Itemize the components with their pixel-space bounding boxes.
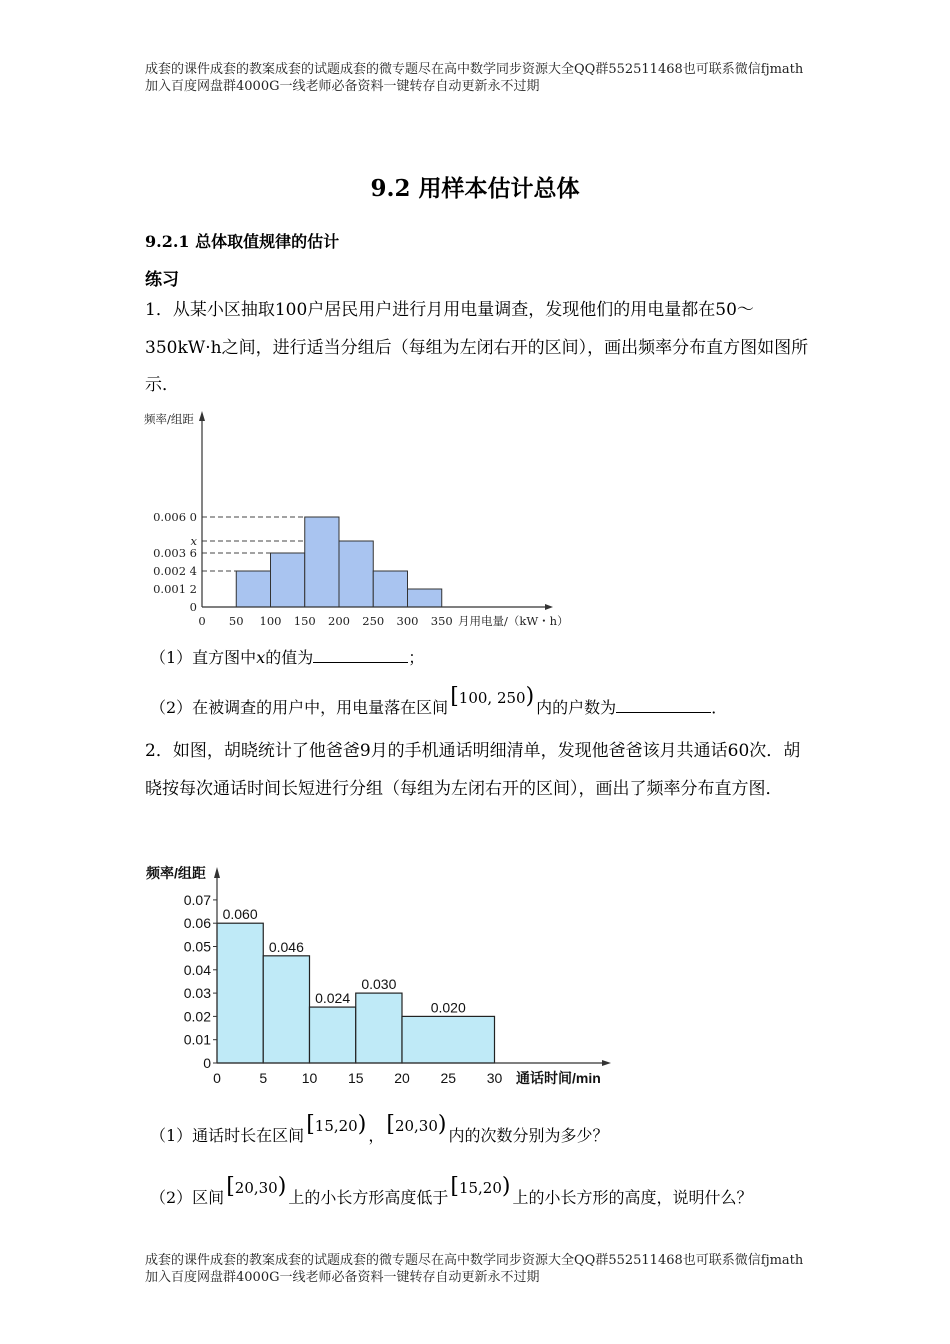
problem1-text: 1．从某小区抽取100户居民用户进行月用电量调查，发现他们的用电量都在50～350kW·h之间，进行适当分组后（每组为左闭右开的区间），画出频率分布直方图如图所示． <box>145 300 809 395</box>
histogram-bar <box>305 517 339 607</box>
x-tick-label: 0 <box>198 614 206 628</box>
interval-15-20: [15,20) <box>306 1112 367 1137</box>
histogram-bar <box>236 571 270 607</box>
x-tick-label: 200 <box>328 614 350 628</box>
problem1-question2: （2）在被调查的用户中，用电量落在区间[100, 250) 内的户数为 ． <box>150 684 728 717</box>
histogram-bar <box>310 1007 356 1063</box>
y-tick-label: 0.05 <box>183 938 211 955</box>
histogram-bar <box>408 589 442 607</box>
x-tick-label: 10 <box>301 1070 318 1086</box>
section-subtitle: 9.2.1 总体取值规律的估计 <box>145 232 340 251</box>
x-tick-label: 250 <box>362 614 385 628</box>
interval-100-250: [100, 250) <box>450 684 535 709</box>
histogram-bar <box>373 571 407 607</box>
y-tick-label: 0.07 <box>183 891 211 908</box>
practice-label: 练习 <box>145 270 179 290</box>
header-banner: 成套的课件成套的教案成套的试题成套的微专题尽在高中数学同步资源大全QQ群552511468也可联系微信fjmath加入百度网盘群4000G一线老师必备资料一键转存自动更新永不过期 <box>145 62 804 94</box>
y-tick-label: 0.006 0 <box>153 510 197 524</box>
x-tick-label: 150 <box>293 614 316 628</box>
x-tick-label: 50 <box>228 614 244 628</box>
interval-15-20-b: [15,20) <box>450 1174 511 1199</box>
y-axis-arrow <box>214 867 220 878</box>
y-tick-label: 0.02 <box>183 1008 211 1025</box>
y-tick-label: 0 <box>203 1055 211 1071</box>
histogram-bar <box>339 541 373 607</box>
chart-call-duration-histogram <box>140 858 620 1093</box>
y-tick-label: 0.03 <box>183 985 211 1002</box>
answer-blank-1[interactable] <box>313 646 408 663</box>
y-axis-title: 频率/组距 <box>144 412 194 426</box>
y-axis-arrow <box>199 411 205 421</box>
histogram-bar <box>356 993 402 1063</box>
footer-banner: 成套的课件成套的教案成套的试题成套的微专题尽在高中数学同步资源大全QQ群552511468也可联系微信fjmath加入百度网盘群4000G一线老师必备资料一键转存自动更新永不过期 <box>145 1253 804 1285</box>
y-tick-label: 0.003 6 <box>153 546 197 560</box>
page-title: 9.2 用样本估计总体 <box>370 175 580 202</box>
histogram-bar <box>271 553 305 607</box>
x-tick-label: 350 <box>430 614 453 628</box>
x-tick-label: 30 <box>486 1070 503 1086</box>
x-tick-label: 300 <box>396 614 419 628</box>
problem1-question1: （1）直方图中x的值为 ； <box>150 648 425 667</box>
histogram-bar <box>263 956 309 1063</box>
y-tick-label: 0.06 <box>183 915 211 932</box>
x-axis-title: 月用电量/（kW・h） <box>458 614 569 628</box>
x-tick-label: 0 <box>213 1070 221 1086</box>
interval-20-30: [20,30) <box>386 1112 447 1137</box>
problem2-text: 2．如图，胡晓统计了他爸爸9月的手机通话明细清单，发现他爸爸该月共通话60次．胡晓按每次通话时间长短进行分组（每组为左闭右开的区间），画出了频率分布直方图． <box>145 741 801 799</box>
bar-data-label: 0.020 <box>430 999 466 1016</box>
chart-electricity-histogram <box>140 405 580 635</box>
problem2-question1: （1）通话时长在区间[15,20) ，[20,30) 内的次数分别为多少？ <box>150 1112 609 1145</box>
bar-data-label: 0.030 <box>361 976 397 993</box>
y-tick-label: 0.002 4 <box>153 564 197 578</box>
x-tick-label: 15 <box>347 1070 364 1086</box>
histogram-bar <box>217 923 263 1063</box>
x-axis-arrow <box>602 1060 611 1066</box>
y-tick-label: 0.001 2 <box>153 582 197 596</box>
y-axis-title: 频率/组距 <box>146 865 206 881</box>
problem2-question2: （2）区间[20,30) 上的小长方形高度低于[15,20) 上的小长方形的高度，说明什么？ <box>150 1174 753 1207</box>
x-tick-label: 20 <box>394 1070 410 1086</box>
y-tick-label: 0 <box>189 600 197 614</box>
x-tick-label: 25 <box>440 1070 457 1086</box>
x-axis-arrow <box>545 604 553 610</box>
x-tick-label: 100 <box>259 614 282 628</box>
y-tick-label: x <box>190 534 197 548</box>
x-axis-title: 通话时间/min <box>516 1070 601 1086</box>
interval-20-30-b: [20,30) <box>226 1174 287 1199</box>
y-tick-label: 0.04 <box>183 961 211 978</box>
answer-blank-2[interactable] <box>616 696 711 713</box>
bar-data-label: 0.046 <box>268 938 304 955</box>
x-tick-label: 5 <box>259 1070 268 1086</box>
y-tick-label: 0.01 <box>183 1031 211 1048</box>
histogram-bar <box>402 1016 495 1063</box>
bar-data-label: 0.024 <box>315 990 351 1007</box>
bar-data-label: 0.060 <box>222 906 258 923</box>
